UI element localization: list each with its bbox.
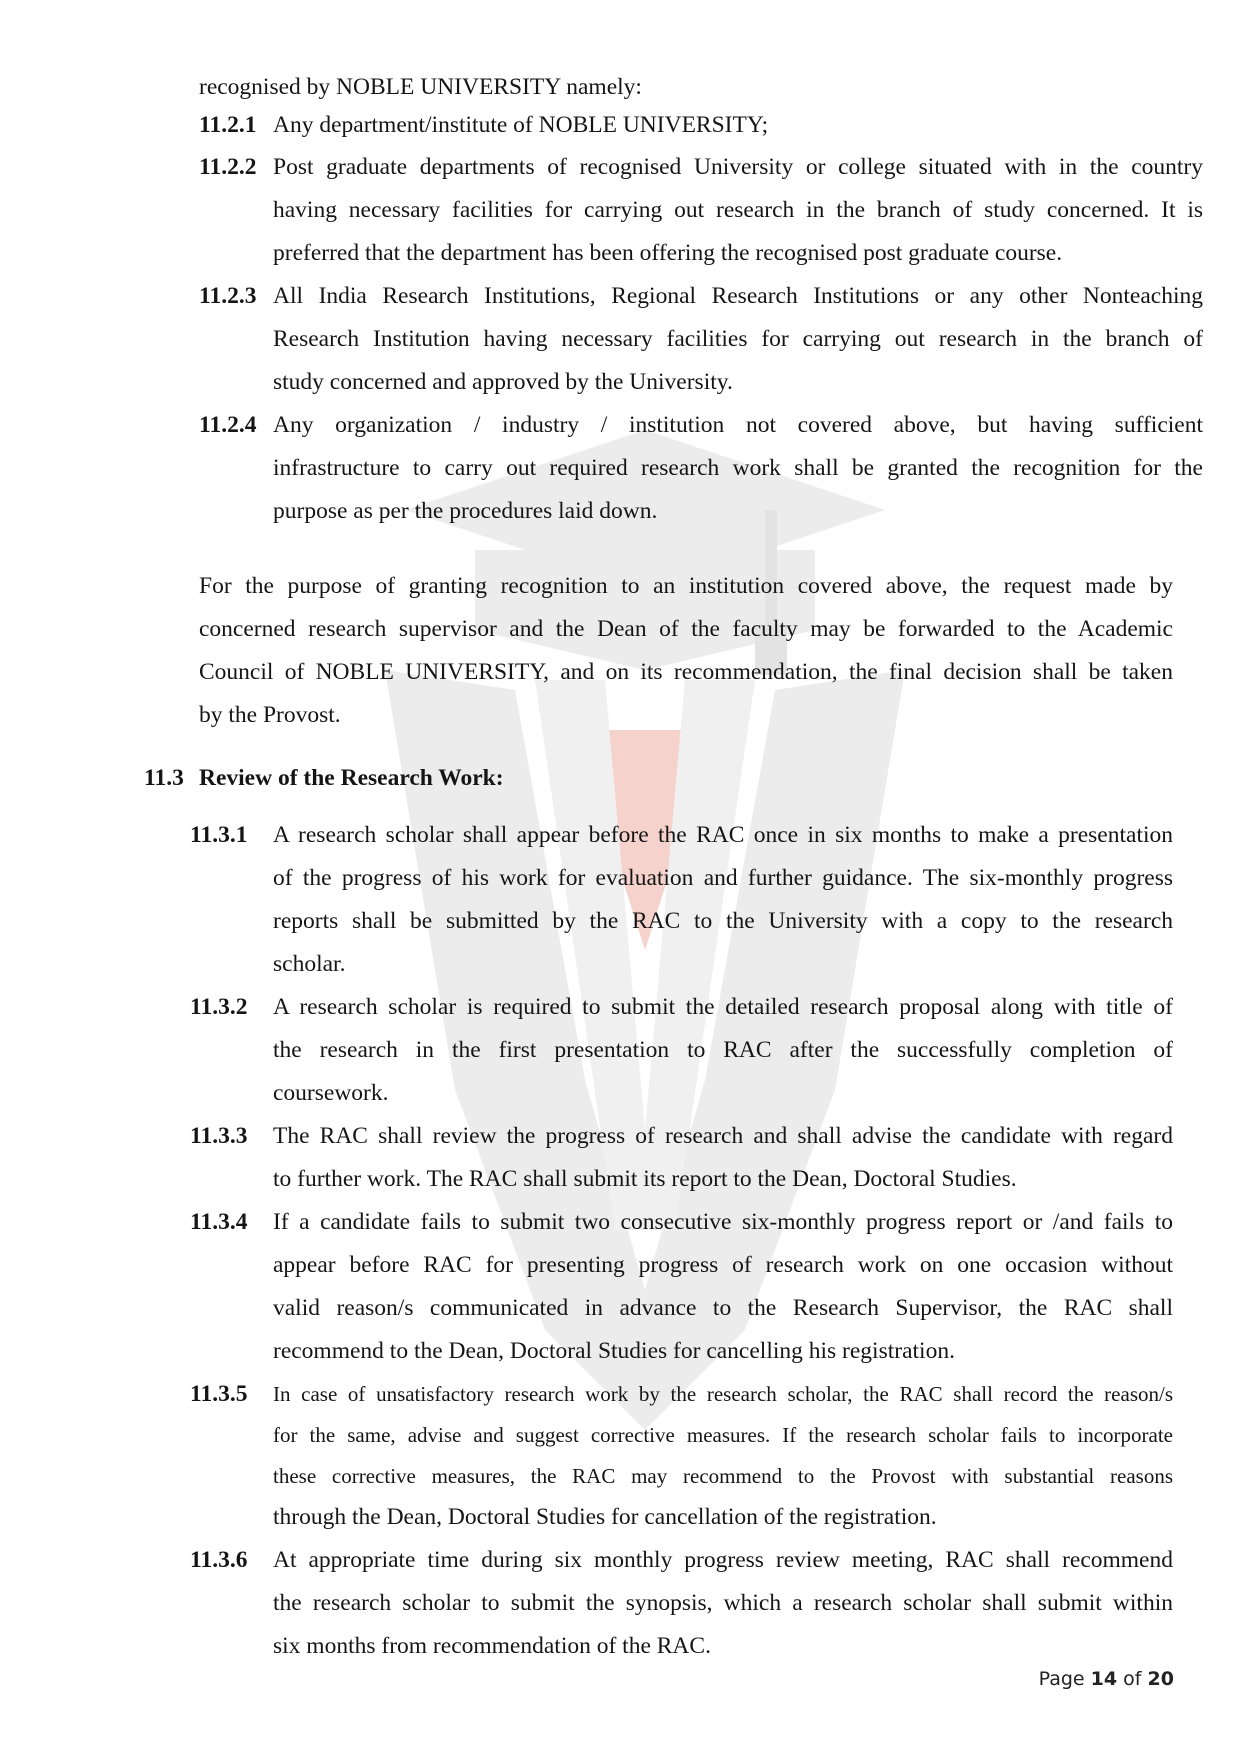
clause-number: 11.3.4 xyxy=(190,1209,248,1235)
clause-text-line: of the progress of his work for evaluation and further guidance. The six-monthly progress xyxy=(273,865,1173,891)
intro-line: recognised by NOBLE UNIVERSITY namely: xyxy=(199,74,642,100)
paragraph-line: concerned research supervisor and the Dean of the faculty may be forwarded to the Academic xyxy=(199,616,1173,642)
clause-text-line: study concerned and approved by the University. xyxy=(273,369,733,395)
clause-number: 11.3.3 xyxy=(190,1123,248,1149)
clause-number: 11.3.6 xyxy=(190,1547,248,1573)
clause-number: 11.3.1 xyxy=(190,822,248,848)
clause-text-line: through the Dean, Doctoral Studies for cancellation of the registration. xyxy=(273,1504,937,1530)
clause-text-line: coursework. xyxy=(273,1080,389,1106)
clause-text-line: Any department/institute of NOBLE UNIVERSITY; xyxy=(273,112,769,138)
clause-text-line: six months from recommendation of the RAC. xyxy=(273,1633,711,1659)
clause-text-line: In case of unsatisfactory research work by the research scholar, the RAC shall record the reason/s xyxy=(273,1382,1173,1406)
paragraph-line: Council of NOBLE UNIVERSITY, and on its recommendation, the final decision shall be taken xyxy=(199,659,1173,685)
clause-text-line: All India Research Institutions, Regional Research Institutions or any other Nonteaching xyxy=(273,283,1203,309)
clause-text-line: preferred that the department has been offering the recognised post graduate course. xyxy=(273,240,1063,266)
clause-number: 11.2.2 xyxy=(199,154,257,180)
clause-text-line: having necessary facilities for carrying out research in the branch of study concerned. It is xyxy=(273,197,1203,223)
clause-number: 11.2.3 xyxy=(199,283,257,309)
clause-text-line: scholar. xyxy=(273,951,346,977)
of-word: of xyxy=(1123,1668,1142,1690)
clause-text-line: valid reason/s communicated in advance to the Research Supervisor, the RAC shall xyxy=(273,1295,1173,1321)
clause-text-line: reports shall be submitted by the RAC to the University with a copy to the research xyxy=(273,908,1173,934)
clause-number: 11.3.5 xyxy=(190,1381,248,1407)
clause-text-line: for the same, advise and suggest corrective measures. If the research scholar fails to incorporate xyxy=(273,1423,1173,1447)
clause-text-line: the research scholar to submit the synopsis, which a research scholar shall submit within xyxy=(273,1590,1173,1616)
section-number: 11.3 xyxy=(144,765,184,791)
clause-text-line: purpose as per the procedures laid down. xyxy=(273,498,658,524)
clause-text-line: Any organization / industry / institution not covered above, but having sufficient xyxy=(273,412,1203,438)
clause-text-line: recommend to the Dean, Doctoral Studies for cancelling his registration. xyxy=(273,1338,955,1364)
clause-text-line: Research Institution having necessary facilities for carrying out research in the branch of xyxy=(273,326,1203,352)
page-footer xyxy=(1039,1668,1174,1690)
clause-text-line: to further work. The RAC shall submit its report to the Dean, Doctoral Studies. xyxy=(273,1166,1017,1192)
clause-text-line: If a candidate fails to submit two consecutive six-monthly progress report or /and fails to xyxy=(273,1209,1173,1235)
clause-text-line: the research in the first presentation to RAC after the successfully completion of xyxy=(273,1037,1173,1063)
clause-text-line: Post graduate departments of recognised University or college situated with in the country xyxy=(273,154,1203,180)
clause-number: 11.2.1 xyxy=(199,112,257,138)
clause-number: 11.2.4 xyxy=(199,412,257,438)
clause-text-line: these corrective measures, the RAC may recommend to the Provost with substantial reasons xyxy=(273,1464,1173,1488)
clause-text-line: At appropriate time during six monthly progress review meeting, RAC shall recommend xyxy=(273,1547,1173,1573)
clause-text-line: A research scholar shall appear before the RAC once in six months to make a presentation xyxy=(273,822,1173,848)
page-number: 14 xyxy=(1090,1668,1118,1690)
clause-text-line: A research scholar is required to submit the detailed research proposal along with title of xyxy=(273,994,1173,1020)
page-total: 20 xyxy=(1147,1668,1174,1690)
paragraph-line: by the Provost. xyxy=(199,702,341,728)
clause-text-line: The RAC shall review the progress of research and shall advise the candidate with regard xyxy=(273,1123,1173,1149)
clause-number: 11.3.2 xyxy=(190,994,248,1020)
paragraph-line: For the purpose of granting recognition to an institution covered above, the request made by xyxy=(199,573,1173,599)
page-word: Page xyxy=(1038,1668,1085,1690)
clause-text-line: infrastructure to carry out required research work shall be granted the recognition for the xyxy=(273,455,1203,481)
section-heading: Review of the Research Work: xyxy=(199,765,504,791)
clause-text-line: appear before RAC for presenting progress of research work on one occasion without xyxy=(273,1252,1173,1278)
